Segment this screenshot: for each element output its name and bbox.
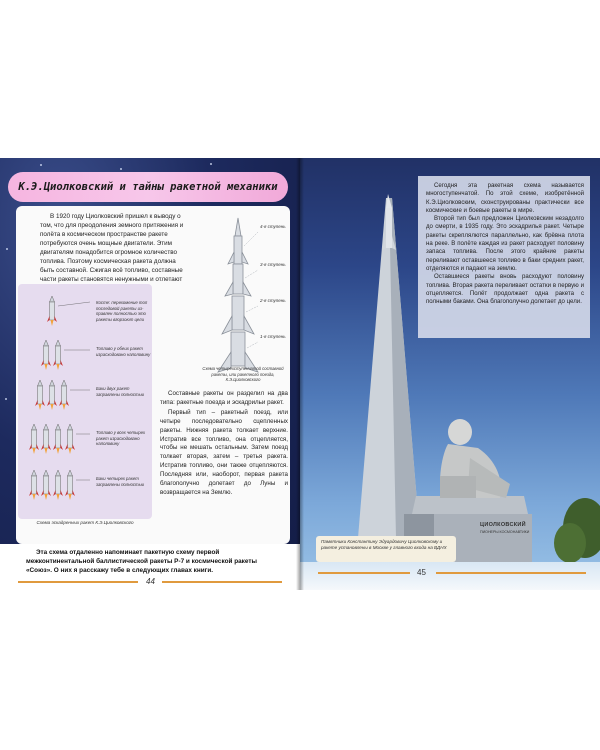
scheme-label-3: Баки двух ракет заправлены полностью — [96, 386, 145, 397]
right-page — [300, 158, 600, 590]
stage-label-2: 2-я ступень — [260, 298, 286, 303]
paragraph: Составные ракеты он разделил на два типа: ракетные поезда и эскадрильи ракет. — [160, 390, 288, 406]
book-spread — [0, 158, 600, 590]
paragraph: Первый тип – ракетный поезд, или четыре последовательно сцепленных ракеты. Нижняя ракета толкает верхние. Истратив все топливо, она отцепляется, чтобы не мешать остальным. Затем поезд толкает вторая, затем – третья ракета. Истратив топливо, они также отцепляются. Последняя или, наоборот, первая ракета благополучно долетает до Луны и возвращается на Землю. — [160, 408, 288, 496]
monument-caption-box — [316, 536, 456, 562]
pedestal-subinscription: ПИОНЕРЫ КОСМОНАВТИКИ — [480, 530, 530, 534]
scheme-label-5: Баки четырех ракет заправлены полностью — [96, 476, 145, 487]
divider — [436, 572, 586, 574]
divider — [18, 581, 138, 583]
intro-paragraph: В 1920 году Циолковский пришел к выводу о том, что для преодоления земного притяжения и полёта в космическом пространстве ракете потребуются очень мощные двигатели. Этим двигателям понадобится огромное количество топлива. Поэтому космическая ракета должна быть составной. Сжигая всё топливо, составные части ракеты становятся ненужными и отлетают — [40, 213, 184, 283]
stage-label-4: 4-я ступень — [260, 224, 286, 229]
scheme-label-1: Косте: перехомение топ последовой ракеты из-правлен полностью это ракеты вгорзоют цели — [96, 300, 148, 322]
divider — [318, 572, 410, 574]
star-icon — [5, 398, 7, 400]
page-number-left: 44 — [146, 577, 155, 586]
star-icon — [40, 164, 42, 166]
paragraph: Оставшиеся ракеты вновь расходуют половину топлива. Вторая ракета переливает остатки в первую и отцепляется. Полёт продолжает одна ракета с полными баками. Она благополучно долетает до цели. — [426, 273, 584, 306]
stage-label-1: 1-я ступень — [260, 334, 286, 339]
right-page-text — [426, 182, 584, 306]
left-page — [0, 158, 300, 590]
star-icon — [210, 163, 212, 165]
book-gutter — [296, 158, 304, 590]
page-number-right: 45 — [417, 568, 426, 577]
stage-label-3: 3-я ступень — [260, 262, 286, 267]
chapter-title-banner — [8, 172, 288, 202]
composite-rockets-text — [160, 390, 288, 499]
paragraph: Второй тип был предложен Циолковским незадолго до смерти, в 1935 году. Это эскадрилья ракет. Четыре ракеты скреплялются параллельно, как брёвна плота на реке. В полёте каждая из ракет расходует половину запаса топлива. После этого крайние ракеты переливают оставшееся топливо в баки средних ракет, отделяются и падают на землю. — [426, 215, 584, 272]
squadron-scheme-caption: Схема эскадренных ракет К.Э.Циолковского — [36, 520, 134, 525]
divider — [162, 581, 282, 583]
monument-caption: Памятники Константину Эдуардовичу Циолковскому и ракете установлены в Москве у главного входа на ВДНХ — [321, 539, 447, 550]
chapter-title: К.Э.Циолковский и тайны ракетной механики — [18, 181, 278, 193]
star-icon — [120, 168, 122, 170]
paragraph: Эта схема отдаленно напоминает пакетную схему первой межконтинентальной баллистической ракеты Р-7 и космической ракеты «Союз». О них я расскажу тебе в следующих главах книги. — [26, 549, 257, 574]
scheme-label-2: Топливо у обеих ракет израсходовано наполовину — [96, 346, 151, 357]
rocket-figure-caption: Схема четырёхступенчатой составной ракеты, или ракетного поезда, К.Э.Циолковского — [202, 366, 284, 382]
bottom-bold-text — [26, 548, 280, 575]
pedestal-inscription: ЦИОЛКОВСКИЙ — [480, 522, 526, 528]
star-icon — [6, 248, 8, 250]
paragraph: Сегодня эта ракетная схема называется многоступенчатой. По этой схеме, изобретённой К.Э.Циолковским, сконструированы практически все космические и боевые ракеты в мире. — [426, 182, 584, 214]
bottom-strip — [300, 562, 600, 590]
scheme-label-4: Топливо у всех четырех ракет израсходовано наполовину — [96, 430, 146, 446]
